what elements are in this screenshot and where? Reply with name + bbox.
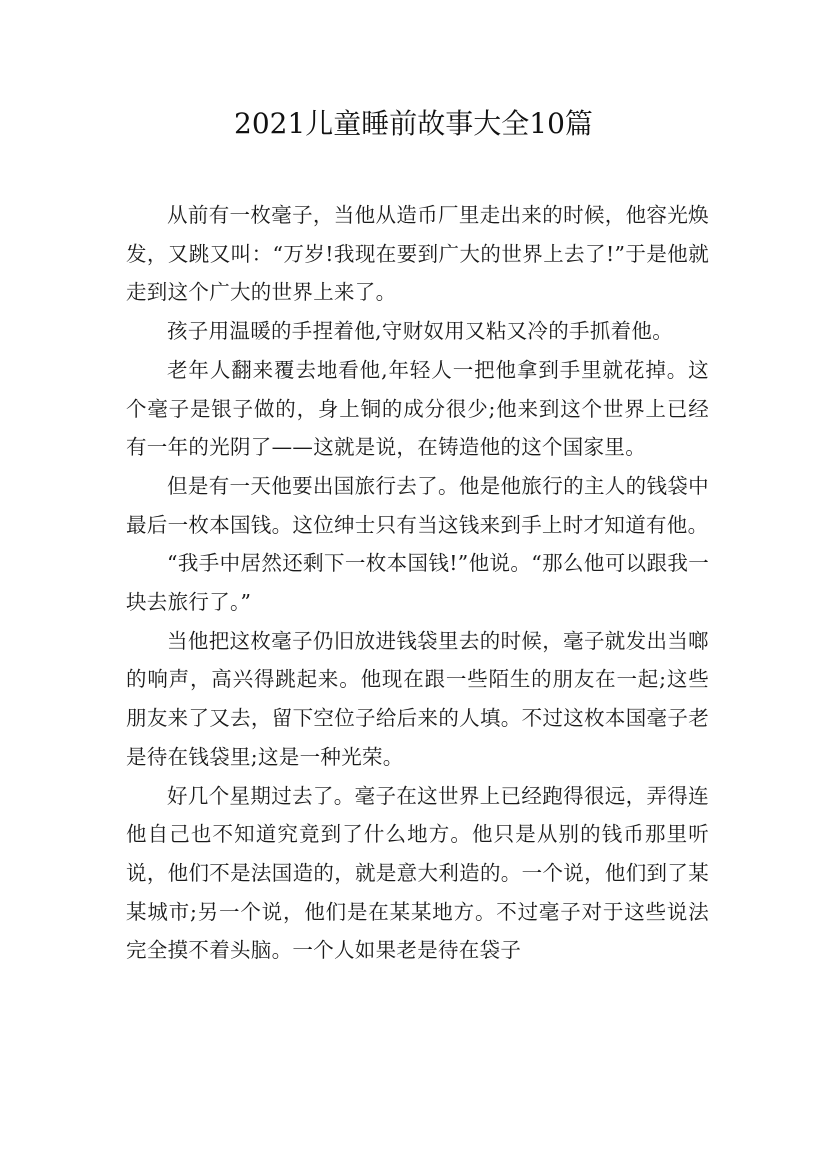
- paragraph: 孩子用温暖的手捏着他,守财奴用又粘又冷的手抓着他。: [167, 319, 674, 344]
- paragraph: 当他把这枚毫子仍旧放进钱袋里去的时候，毫子就发出当啷的响声，高兴得跳起来。他现在跟一些陌生的朋友在一起;这些朋友来了又去，留下空位子给后来的人填。不过这枚本国毫子老是待在钱袋里;这是一种光荣。: [126, 628, 709, 769]
- paragraph: 从前有一枚毫子，当他从造币厂里走出来的时候，他容光焕发，又跳又叫：“万岁!我现在要到广大的世界上去了!”于是他就走到这个广大的世界上来了。: [126, 203, 709, 305]
- document-title: 2021儿童睡前故事大全10篇: [234, 107, 593, 140]
- paragraph: 好几个星期过去了。毫子在这世界上已经跑得很远，弄得连他自己也不知道究竟到了什么地方。他只是从别的钱币那里听说，他们不是法国造的，就是意大利造的。一个说，他们到了某某城市;另一个说，他们是在某某地方。不过毫子对于这些说法完全摸不着头脑。一个人如果老是待在袋子: [126, 783, 709, 963]
- document-body: [126, 196, 709, 970]
- paragraph: 但是有一天他要出国旅行去了。他是他旅行的主人的钱袋中最后一枚本国钱。这位绅士只有当这钱来到手上时才知道有他。: [126, 473, 709, 537]
- paragraph: 老年人翻来覆去地看他,年轻人一把他拿到手里就花掉。这个毫子是银子做的，身上铜的成分很少;他来到这个世界上已经有一年的光阴了——这就是说，在铸造他的这个国家里。: [126, 357, 709, 460]
- paragraph: “我手中居然还剩下一枚本国钱!”他说。“那么他可以跟我一块去旅行了。”: [126, 551, 709, 615]
